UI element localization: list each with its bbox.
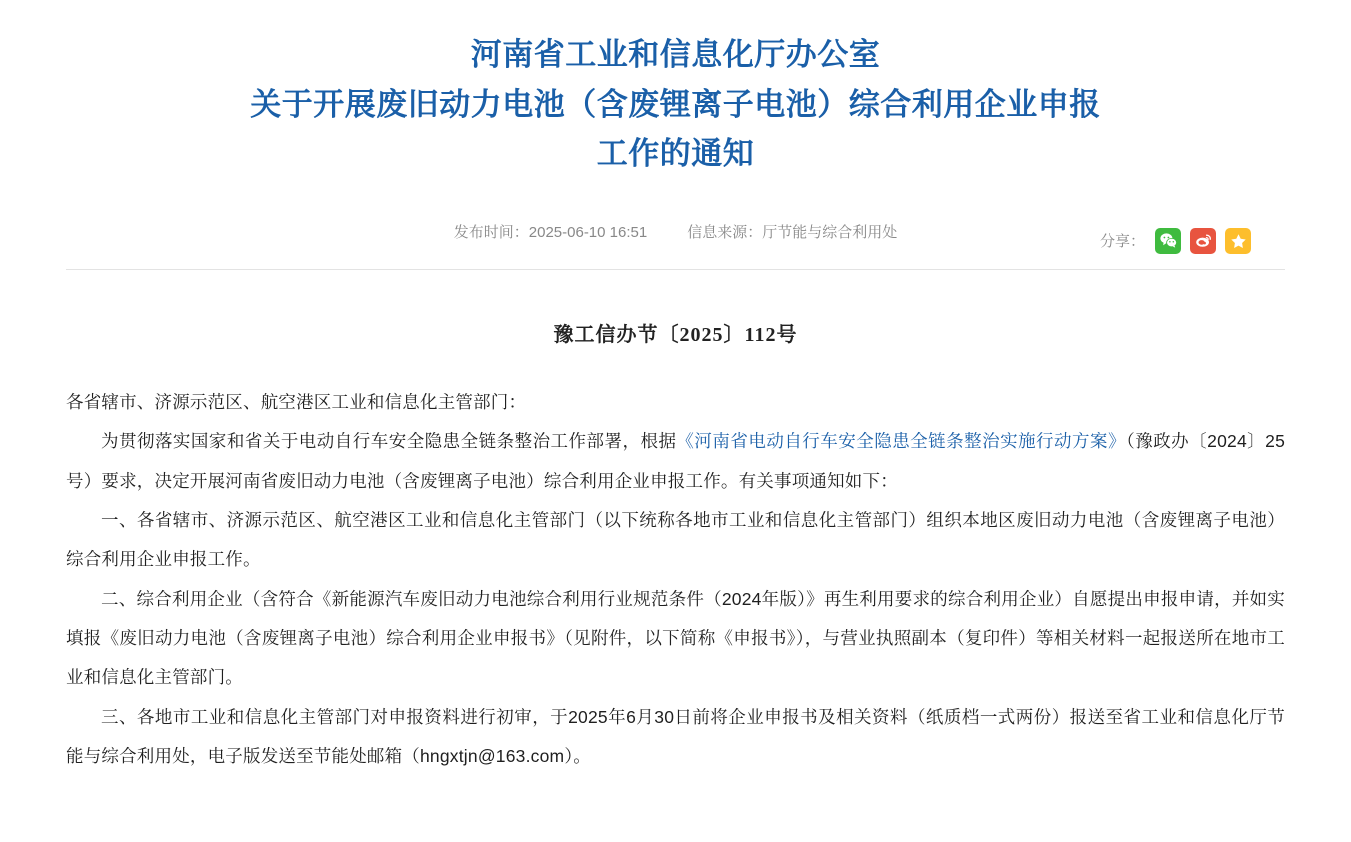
publish-time-value: 2025-06-10 16:51 bbox=[528, 224, 648, 242]
paragraph-item-1: 一、各省辖市、济源示范区、航空港区工业和信息化主管部门（以下统称各地市工业和信息化主管部门）组织本地区废旧动力电池（含废锂离子电池）综合利用企业申报工作。 bbox=[66, 509, 1285, 570]
paragraph-salutation: 各省辖市、济源示范区、航空港区工业和信息化主管部门： bbox=[66, 391, 527, 412]
article-body bbox=[66, 383, 1285, 777]
paragraph-intro-after: （豫政办〔2024〕25号）要求，决定开展河南省废旧动力电池（含废锂离子电池）综合利用企业申报工作。有关事项通知如下： bbox=[66, 431, 1286, 491]
qzone-icon[interactable] bbox=[1225, 228, 1251, 254]
title-line-2: 关于开展废旧动力电池（含废锂离子电池）综合利用企业申报 bbox=[250, 86, 1101, 122]
paragraph-intro-before: 为贯彻落实国家和省关于电动自行车安全隐患全链条整治工作部署，根据 bbox=[101, 431, 677, 452]
meta-group bbox=[454, 221, 897, 242]
policy-document-link[interactable]: 《河南省电动自行车安全隐患全链条整治实施行动方案》 bbox=[676, 431, 1126, 452]
paragraph-item-2: 二、综合利用企业（含符合《新能源汽车废旧动力电池综合利用行业规范条件（2024年版）》再生利用要求的综合利用企业）自愿提出申报申请，并如实填报《废旧动力电池（含废锂离子电池）综合利用企业申报书》（见附件，以下简称《申报书》），与营业执照副本（复印件）等相关材料一起报送所在地市工业和信息化主管部门。 bbox=[66, 588, 1285, 688]
paragraph-intro bbox=[66, 422, 1285, 501]
share-label: 分享： bbox=[1099, 233, 1145, 251]
page-title bbox=[0, 0, 1351, 179]
publish-time-label: 发布时间： bbox=[453, 224, 529, 242]
paragraph-item-3: 三、各地市工业和信息化主管部门对申报资料进行初审，于2025年6月30日前将企业申报书及相关资料（纸质档一式两份）报送至省工业和信息化厅节能与综合利用处，电子版发送至节能处邮箱（hngxtjn@163.com）。 bbox=[66, 706, 1285, 767]
document-number: 豫工信办节〔2025〕112号 bbox=[553, 323, 798, 346]
article-meta-bar bbox=[66, 213, 1285, 270]
title-line-3: 工作的通知 bbox=[596, 136, 755, 172]
wechat-icon[interactable] bbox=[1155, 228, 1181, 254]
title-line-1: 河南省工业和信息化厅办公室 bbox=[470, 37, 881, 72]
publish-time bbox=[454, 221, 647, 242]
weibo-icon[interactable] bbox=[1190, 228, 1216, 254]
source bbox=[687, 221, 897, 242]
source-label: 信息来源： bbox=[687, 224, 763, 242]
source-value: 厅节能与综合利用处 bbox=[762, 224, 898, 242]
share-group bbox=[1100, 228, 1251, 254]
